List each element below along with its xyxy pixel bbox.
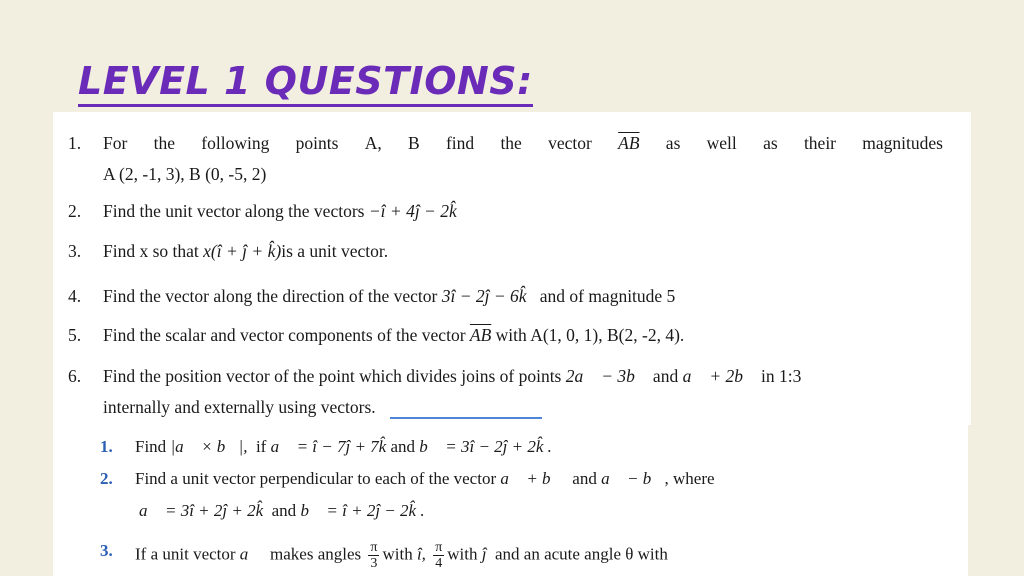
blue-underline bbox=[390, 417, 542, 419]
fraction-pi-over-4: $\frac{\pi}{4}$ bbox=[435, 540, 443, 571]
question-text: For the following points A, B find the vector $\overline{AB}$ as well as their magnitudes bbox=[103, 133, 943, 153]
fraction-pi-over-3: $\frac{\pi}{3}$ bbox=[370, 540, 378, 571]
math-expression: b⃗ = 3î − 2ĵ + 2k̂ . bbox=[419, 437, 552, 456]
math-expression: 3î − 2ĵ − 6k̂ bbox=[441, 286, 527, 306]
math-expression: a⃗ = î − 7ĵ + 7k̂ bbox=[270, 437, 387, 456]
vector-ab: $\overline{AB}$ bbox=[469, 325, 492, 345]
math-expression: 2a⃗ − 3b⃗ bbox=[565, 366, 649, 386]
math-expression: a⃗ + 2b⃗ bbox=[682, 366, 757, 386]
question-panel-1: 1. For the following points A, B find the vector $\overline{AB}$ as well as their magnitudes A (2, -1, 3), B (0, -5, 2) 2. Find the unit vector along the vectors −î + 4ĵ − 2k̂ 3. Find x so that x(î + ĵ + k̂)is a unit vector. 4. Find the vector along the direction of the vector 3î − 2ĵ − 6k̂ and of magnitude 5 5. Find the scalar and vector components of the vector $\overline{AB}$ with A(1, 0, 1), B(2, -2, 4). 6. Find the position vector of the point which divides joins of points 2a⃗ − 3b⃗ and a⃗ + 2b⃗ in 1:3 internally and externally using vectors. bbox=[53, 112, 971, 425]
math-expression: −î + 4ĵ − 2k̂ bbox=[368, 201, 457, 221]
math-expression: a⃗ + b⃗ bbox=[500, 469, 564, 488]
math-expression: x(î + ĵ + k̂) bbox=[203, 241, 282, 261]
slide-title: LEVEL 1 QUESTIONS: bbox=[78, 58, 533, 107]
vector-ab: $\overline{AB}$ bbox=[618, 133, 640, 153]
math-expression: a⃗ bbox=[239, 544, 262, 564]
math-expression: a⃗ − b⃗ bbox=[601, 469, 665, 488]
question-2-2-definitions: a⃗ = 3î + 2ĵ + 2k̂ and b⃗ = î + 2ĵ − 2k̂ . bbox=[139, 501, 425, 520]
question-1-points: A (2, -1, 3), B (0, -5, 2) bbox=[103, 164, 267, 184]
math-expression: |a⃗ × b⃗|, bbox=[170, 437, 248, 456]
math-expression: b⃗ = î + 2ĵ − 2k̂ . bbox=[300, 501, 425, 520]
question-panel-2: 1. Find |a⃗ × b⃗|, if a⃗ = î − 7ĵ + 7k̂ and b⃗ = 3î − 2ĵ + 2k̂ . 2. Find a unit vector perpendicular to each of the vector a⃗ + b⃗ and a⃗ − b⃗, where a⃗ = 3î + 2ĵ + 2k̂ and b⃗ = î + 2ĵ − 2k̂ . 3. If a unit vector a⃗ makes angles $\frac{\pi}{3}$ with î, $\frac{\pi}{4}$ with ĵ and an acute angle θ with bbox=[53, 420, 968, 576]
math-expression: a⃗ = 3î + 2ĵ + 2k̂ bbox=[139, 501, 264, 520]
question-number: 1. bbox=[68, 133, 82, 153]
question-6-continuation: internally and externally using vectors. bbox=[103, 397, 376, 417]
